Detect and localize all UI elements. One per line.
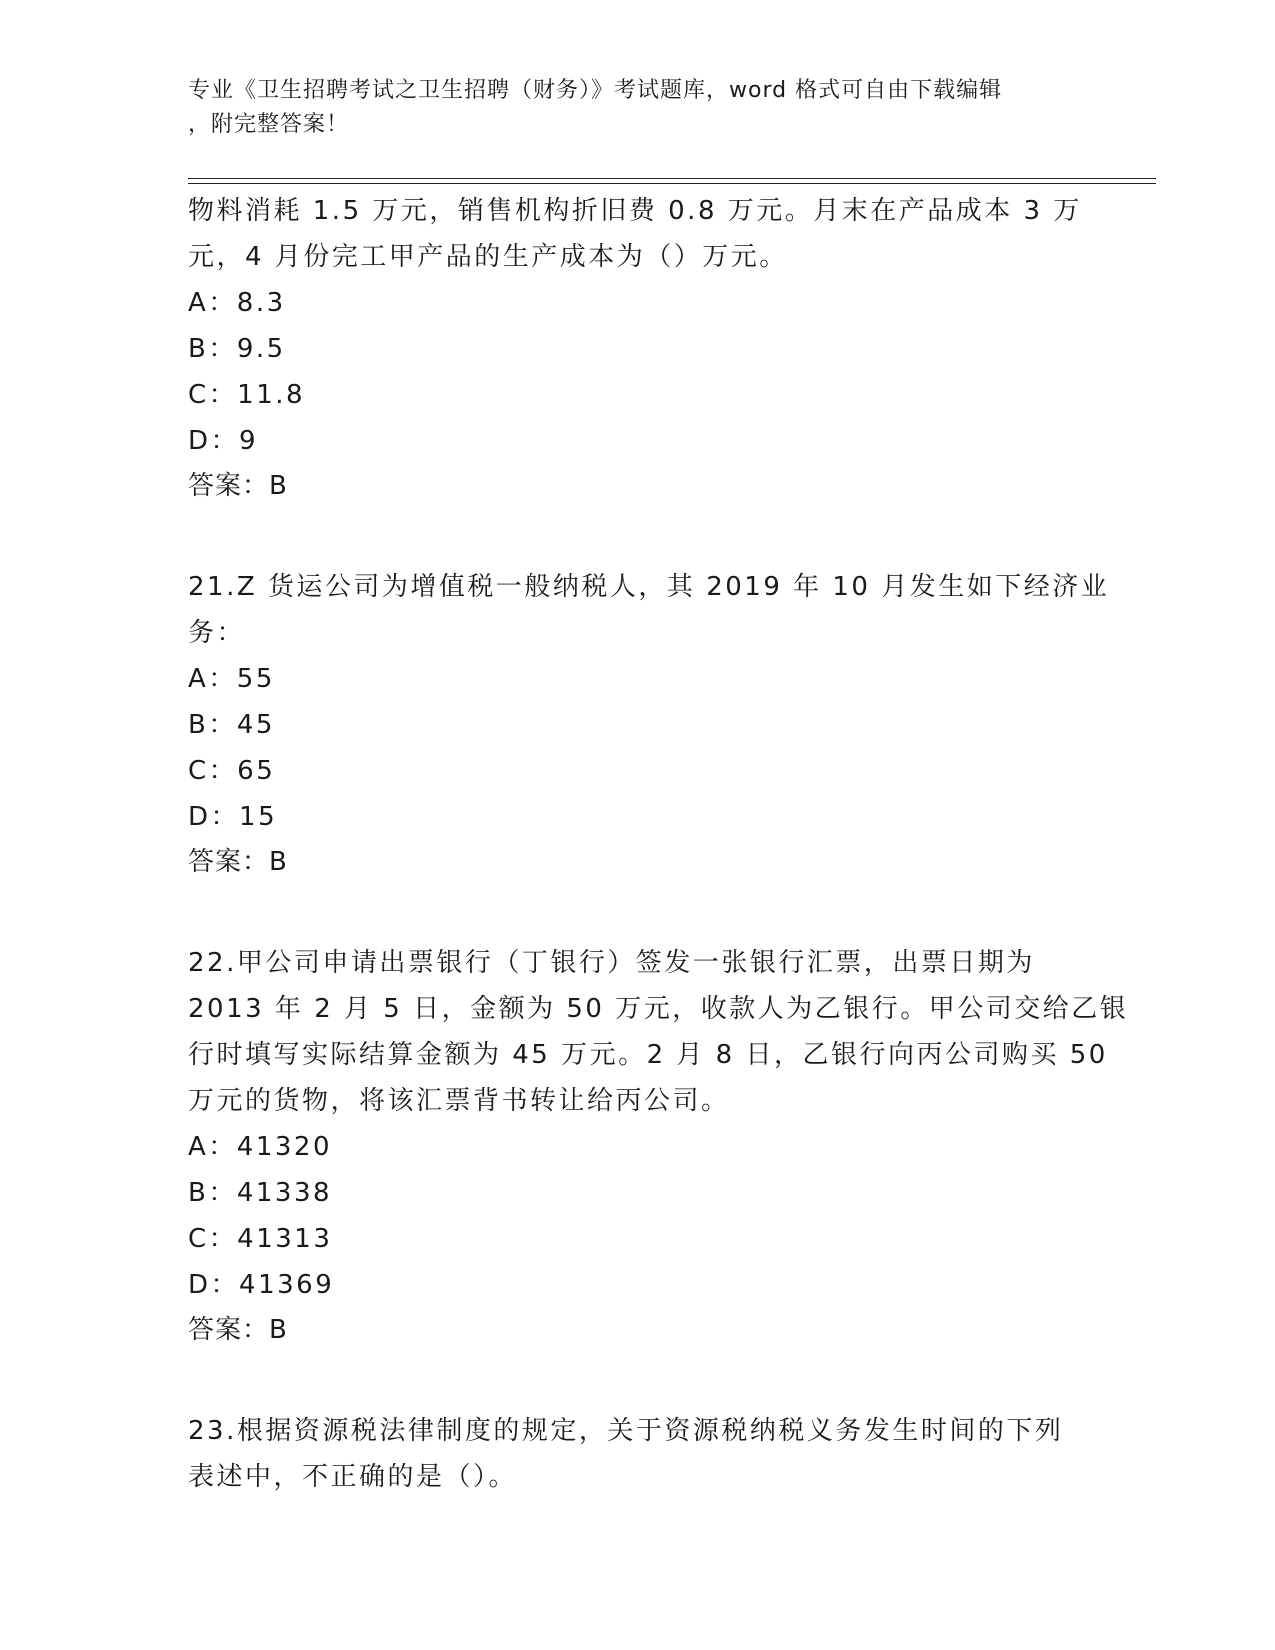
question-text-line: 表述中，不正确的是（）。 [188,1462,518,1492]
question-21 [188,564,1110,884]
header-title-line-1: 专业《卫生招聘考试之卫生招聘（财务）》考试题库，word 格式可自由下载编辑 [188,78,1003,103]
question-continued [188,188,1088,508]
option-b: B：41338 [188,1178,333,1208]
question-text-line: 物料消耗 1.5 万元，销售机构折旧费 0.8 万元。月末在产品成本 3 万 [188,196,1082,226]
option-d: D：15 [188,802,278,832]
option-b: B：9.5 [188,334,286,364]
header-divider-bottom [188,183,1156,184]
question-text-line: 2013 年 2 月 5 日，金额为 50 万元，收款人为乙银行。甲公司交给乙银 [188,994,1129,1024]
question-text-line: 22.甲公司申请出票银行（丁银行）签发一张银行汇票，出票日期为 [188,948,1035,978]
option-a: A：8.3 [188,288,286,318]
option-c: C：41313 [188,1224,333,1254]
question-text-line: 23.根据资源税法律制度的规定，关于资源税纳税义务发生时间的下列 [188,1416,1064,1446]
question-22 [188,940,1129,1352]
question-text-line: 务： [188,618,246,648]
question-text-line: 行时填写实际结算金额为 45 万元。2 月 8 日，乙银行向丙公司购买 50 [188,1040,1108,1070]
answer-line: 答案：B [188,1315,288,1345]
option-c: C：11.8 [188,380,306,410]
question-text-line: 元，4 月份完工甲产品的生产成本为（）万元。 [188,242,788,272]
question-text-line: 21.Z 货运公司为增值税一般纳税人，其 2019 年 10 月发生如下经济业 [188,572,1110,602]
header-title-line-2: ，附完整答案！ [188,112,350,137]
answer-line: 答案：B [188,847,288,877]
option-d: D：41369 [188,1270,335,1300]
option-b: B：45 [188,710,275,740]
header-divider-top [188,178,1156,179]
option-d: D：9 [188,426,259,456]
option-c: C：65 [188,756,276,786]
question-text-line: 万元的货物，将该汇票背书转让给丙公司。 [188,1086,730,1116]
option-a: A：41320 [188,1132,332,1162]
question-list [188,188,1129,1500]
option-a: A：55 [188,664,275,694]
question-23 [188,1408,1088,1500]
answer-line: 答案：B [188,471,288,501]
document-header [188,74,1068,142]
